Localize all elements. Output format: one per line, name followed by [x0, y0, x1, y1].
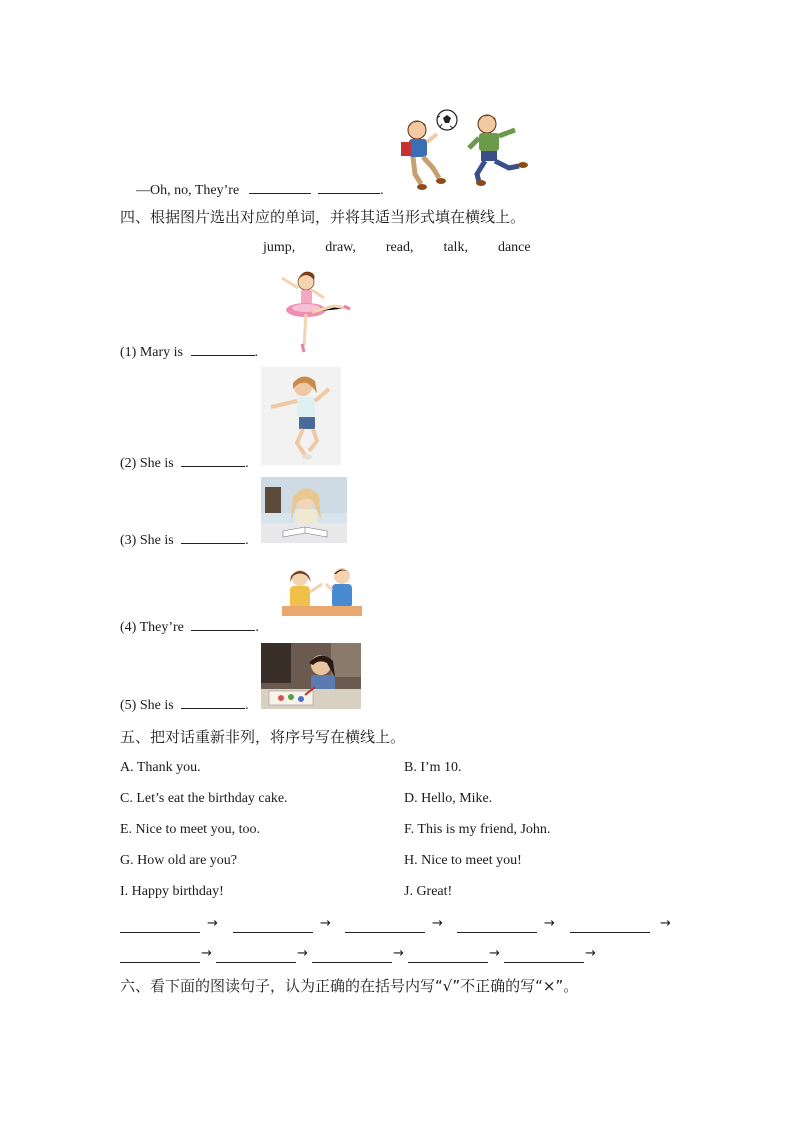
word-bank: [263, 240, 531, 256]
option-h: H. Nice to meet you!: [404, 853, 522, 868]
item-2: [120, 454, 249, 472]
talking-kids-picture: [282, 562, 362, 616]
order-blank-4[interactable]: [457, 932, 537, 933]
order-arrow-9: →: [489, 946, 500, 961]
item-1-text: (1) Mary is: [120, 345, 183, 360]
item-3: [120, 531, 249, 549]
jumping-girl-picture: [261, 367, 341, 465]
option-c: C. Let’s eat the birthday cake.: [120, 791, 288, 806]
option-e: E. Nice to meet you, too.: [120, 822, 260, 837]
item-1: [120, 343, 258, 361]
football-picture: [395, 104, 535, 196]
word-draw: draw,: [325, 240, 356, 255]
word-jump: jump,: [263, 240, 296, 255]
dancing-girl-picture: [272, 268, 354, 356]
order-arrow-3: →: [432, 916, 443, 931]
q3-tail-suffix: .: [380, 183, 384, 198]
drawing-girl-picture: [261, 643, 361, 709]
q3-tail-prefix: —Oh, no, They’re: [136, 183, 240, 198]
section5-title: 五、把对话重新非列，将序号写在横线上。: [120, 728, 406, 746]
item-4-blank[interactable]: [191, 618, 255, 631]
word-talk: talk,: [443, 240, 468, 255]
order-arrow-8: →: [393, 946, 404, 961]
q3-tail-line: [136, 181, 384, 199]
order-blank-2[interactable]: [233, 932, 313, 933]
item-3-blank[interactable]: [181, 531, 245, 544]
order-arrow-1: →: [207, 916, 218, 931]
order-arrow-2: →: [320, 916, 331, 931]
item-2-text: (2) She is: [120, 456, 174, 471]
item-1-end: .: [254, 345, 258, 360]
item-5-blank[interactable]: [181, 696, 245, 709]
order-blank-7[interactable]: [216, 962, 296, 963]
order-blank-3[interactable]: [345, 932, 425, 933]
item-5: [120, 696, 249, 714]
option-j: J. Great!: [404, 884, 453, 899]
item-2-blank[interactable]: [181, 454, 245, 467]
order-blank-8[interactable]: [312, 962, 392, 963]
order-arrow-7: →: [297, 946, 308, 961]
option-d: D. Hello, Mike.: [404, 791, 493, 806]
reading-girl-picture: [261, 477, 347, 543]
order-blank-5[interactable]: [570, 932, 650, 933]
order-blank-6[interactable]: [120, 962, 200, 963]
item-3-text: (3) She is: [120, 533, 174, 548]
order-blank-9[interactable]: [408, 962, 488, 963]
answer-blank-2[interactable]: [318, 181, 380, 194]
order-arrow-10: →: [585, 946, 596, 961]
word-read: read,: [385, 240, 414, 255]
item-1-blank[interactable]: [191, 343, 255, 356]
option-a: A. Thank you.: [120, 760, 201, 775]
order-blank-1[interactable]: [120, 932, 200, 933]
item-4-text: (4) They’re: [120, 620, 184, 635]
item-4-end: .: [255, 620, 259, 635]
item-4: [120, 618, 259, 636]
option-f: F. This is my friend, John.: [404, 822, 551, 837]
order-arrow-4: →: [544, 916, 555, 931]
item-5-text: (5) She is: [120, 698, 174, 713]
item-3-end: .: [245, 533, 249, 548]
answer-blank-1[interactable]: [249, 181, 311, 194]
section4-title: 四、根据图片选出对应的单词，并将其适当形式填在横线上。: [120, 208, 526, 226]
section6-title: 六、看下面的图读句子，认为正确的在括号内写“√”不正确的写“×”。: [120, 977, 579, 995]
option-i: I. Happy birthday!: [120, 884, 224, 899]
order-blank-10[interactable]: [504, 962, 584, 963]
item-2-end: .: [245, 456, 249, 471]
item-5-end: .: [245, 698, 249, 713]
word-dance: dance: [497, 240, 531, 255]
order-arrow-6: →: [201, 946, 212, 961]
option-g: G. How old are you?: [120, 853, 238, 868]
option-b: B. I’m 10.: [404, 760, 462, 775]
order-arrow-5: →: [660, 916, 671, 931]
